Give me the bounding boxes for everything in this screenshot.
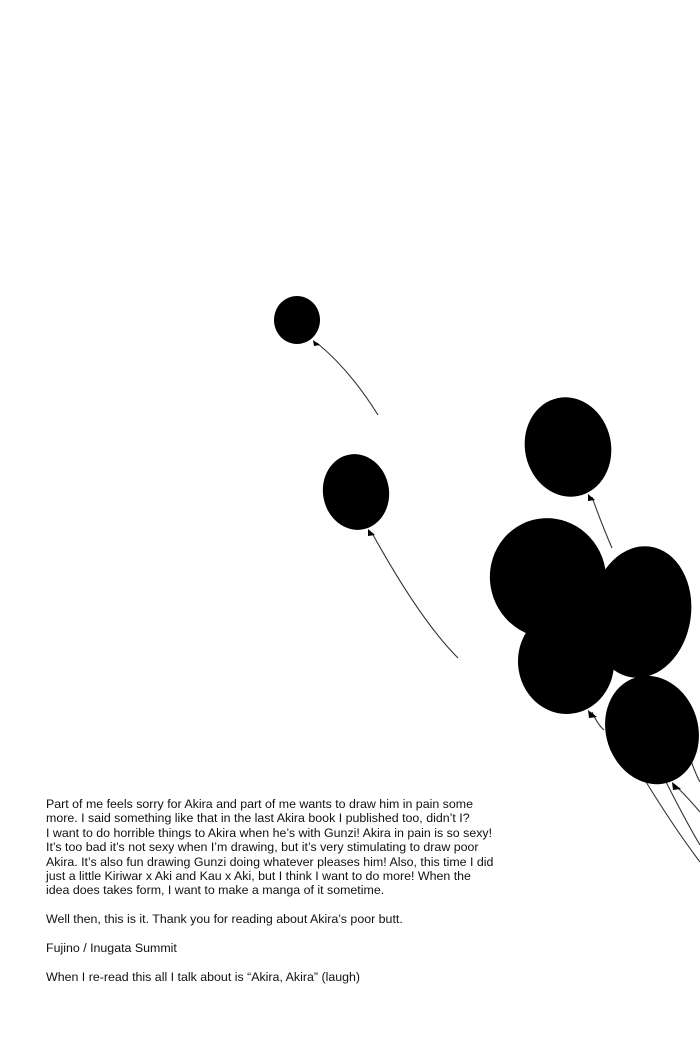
afterword-paragraph — [46, 797, 526, 898]
text-line: idea does takes form, I want to make a manga of it sometime. — [46, 883, 385, 898]
balloons — [274, 296, 700, 797]
balloon-string — [317, 343, 378, 415]
postscript-line: When I re-read this all I talk about is “Akira, Akira” (laugh) — [46, 969, 361, 984]
text-line: I want to do horrible things to Akira when he’s with Gunzi! Akira in pain is so sexy! — [46, 825, 493, 840]
afterword-text — [46, 797, 526, 999]
balloon — [317, 449, 395, 536]
balloon — [274, 296, 320, 346]
text-line: It’s too bad it’s not sexy when I’m drawing, but it’s very stimulating to draw poor — [46, 840, 479, 855]
author-signature: Fujino / Inugata Summit — [46, 941, 177, 956]
balloon-string — [640, 772, 700, 862]
text-line: just a little Kiriwar x Aki and Kau x Aki, but I think I want to do more! When the — [46, 869, 471, 884]
text-line: Akira. It’s also fun drawing Gunzi doing whatever pleases him! Also, this time I did — [46, 854, 494, 869]
balloon — [516, 389, 621, 505]
balloon-string — [592, 497, 612, 548]
thanks-line: Well then, this is it. Thank you for reading about Akira’s poor butt. — [46, 912, 403, 927]
balloon-string — [372, 533, 458, 658]
text-line: Part of me feels sorry for Akira and part of me wants to draw him in pain some — [46, 797, 473, 811]
text-line: more. I said something like that in the last Akira book I published too, didn’t I? — [46, 811, 470, 826]
